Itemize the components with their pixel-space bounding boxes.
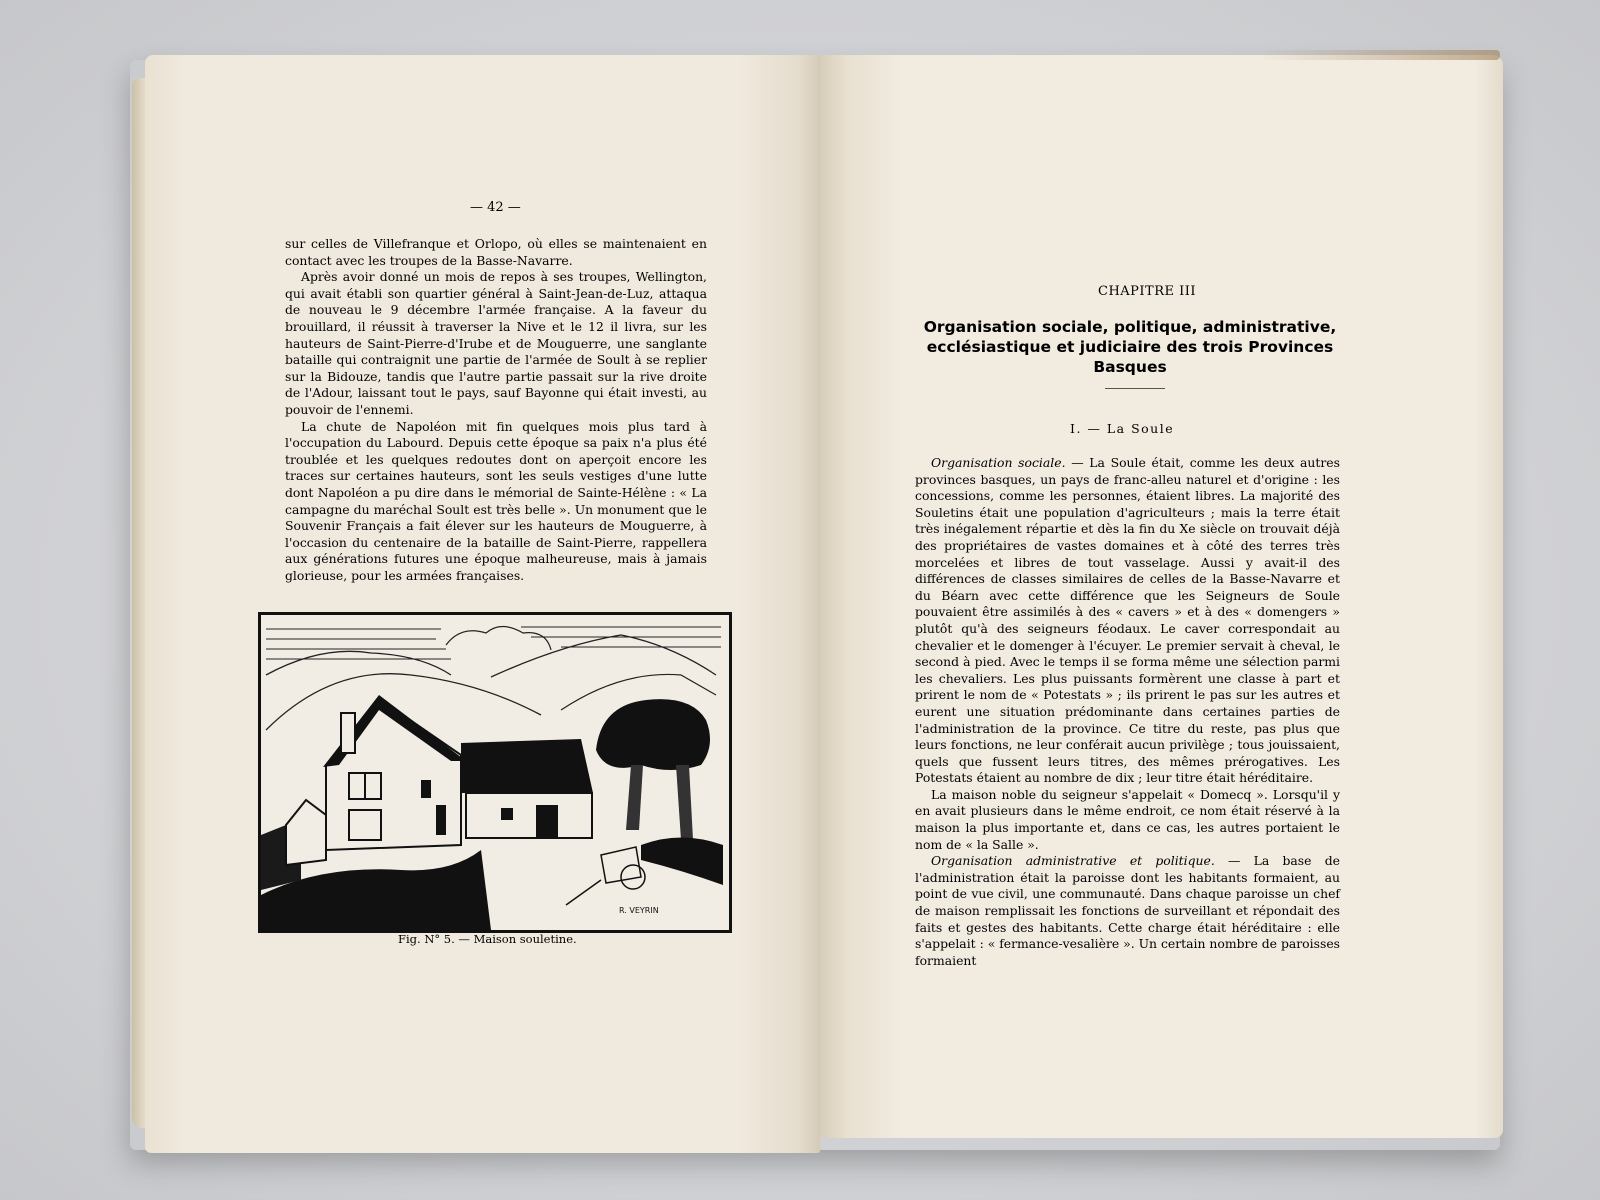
illustration-signature: R. VEYRIN [619,906,659,915]
paragraph-lead: Organisation sociale. [931,455,1066,470]
figure-caption: Fig. N° 5. — Maison souletine. [398,932,577,946]
chapter-title [910,317,1350,377]
title-divider [1105,388,1165,389]
paragraph: La chute de Napoléon mit fin quelques mois plus tard à l'occupation du Labourd. Depuis cette époque sa paix n'a plus été troublée et les quelques redoutes dont on aperçoit encore les traces sur certaines hauteurs, sont les seuls vestiges d'une lutte dont Napoléon a pu dire dans le mémorial de Sainte-Hélène : « La campagne du maréchal Soult est très belle ». Un monument que le Souvenir Français a fait élever sur les hauteurs de Mouguerre, à l'occasion du centenaire de la bataille de Saint-Pierre, rappellera aux générations futures une époque malheureuse, mais à jamais glorieuse, pour les armées françaises. [285,418,707,583]
right-body-text [915,455,1340,969]
left-page [145,55,820,1153]
left-body-text [285,236,707,584]
paragraph: La maison noble du seigneur s'appelait « Domecq ». Lorsqu'il y en avait plusieurs dans le même endroit, ce nom était réservé à la maison la plus importante et, dans ce cas, les autres portaient le nom de « la Salle ». [915,786,1340,852]
paragraph-lead: Organisation administrative et politique. [931,853,1215,869]
paragraph [915,455,1340,787]
chapter-label: CHAPITRE III [1098,284,1197,299]
title-line: ecclésiastique et judiciaire des trois Provinces [926,338,1334,356]
paragraph-body: — La base de l'administration était la paroisse dont les habitants formaient, au point de vue civil, une communauté. Dans chaque paroisse un chef de maison remplissait les fonctions de surveillant et répondait des faits et gestes des habitants. Cette charge était héréditaire : elle s'appelait : « fermance-vesalière ». Un certain nombre de paroisses formaient [915,853,1341,968]
title-line: Basques [1093,358,1167,376]
page-wear [1260,50,1500,60]
paragraph: sur celles de Villefranque et Orlopo, où elles se maintenaient en contact avec les troupes de la Basse-Navarre. [285,236,707,268]
paragraph-body: — La Soule était, comme les deux autres provinces basques, un pays de franc-alleu naturel et d'origine : les concessions, comme les personnes, étaient libres. La majorité des Souletins était une population d'agriculteurs ; mais la terre était très inégalement répartie et dès la fin du Xe siècle on trouvait déjà des propriétaires de vastes domaines et à côté des terres très morcelées et libres de tout vasselage. Aussi y avait-il des différences de classes similaires de celles de la Basse-Navarre et du Béarn avec cette différence que les Seigneurs de Soule pouvaient être assimilés à des « cavers » et à des « domengers » plutôt qu'à des seigneurs féodaux. Le caver correspondait au chevalier et le domenger à l'écuyer. Le premier servait à cheval, le second à pied. Avec le temps il se forma même une sélection parmi les chevaliers. Les plus puissants formèrent une classe à part et prirent le nom de « Potestats » ; ils prirent le pas sur les autres et eurent une situation prédominante dans certaines parties de l'administration de la province. Ce titre du reste, pas plus que leurs fonctions, ne leur conférait aucun privilège ; tous jouissaient, quels que fussent leurs titres, des mêmes prérogatives. Les Potestats étaient au nombre de dix ; leur titre était héréditaire. [915,455,1340,786]
page-number: — 42 — [470,200,521,215]
paragraph [915,853,1340,969]
section-heading: I. — La Soule [1070,421,1175,436]
title-line: Organisation sociale, politique, administrative, [923,318,1337,336]
paragraph: Après avoir donné un mois de repos à ses troupes, Wellington, qui avait établi son quartier général à Saint-Jean-de-Luz, attaqua de nouveau le 9 décembre l'armée française. A la faveur du brouillard, il réussit à traverser la Nive et le 12 il livra, sur les hauteurs de Saint-Pierre-d'Irube et de Mouguerre, une sanglante bataille qui contraignit une partie de l'armée de Soult à se replier sur la Bidouze, tandis que l'autre partie passait sur la rive droite de l'Adour, laissant tout le pays, sauf Bayonne qui était investi, au pouvoir de l'ennemi. [285,269,707,417]
house-illustration [258,612,732,933]
